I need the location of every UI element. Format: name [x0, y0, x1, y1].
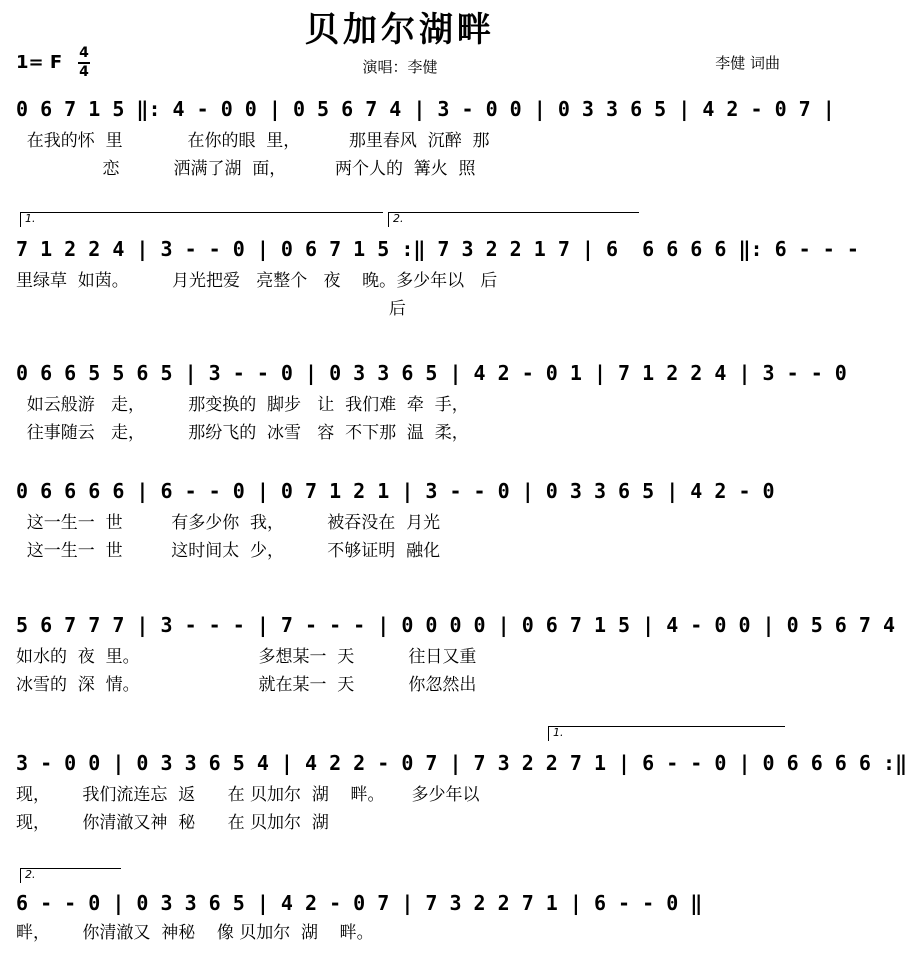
song-title: 贝加尔湖畔 — [305, 10, 495, 50]
volta-label-1: 1. — [553, 726, 564, 739]
composer-credit: 李健 词曲 — [715, 54, 780, 72]
lyrics-verse-1: 现， 我们流连忘 返 在 贝加尔 湖 畔。 多少年以 — [16, 785, 480, 805]
time-signature-bottom: 4 — [79, 64, 89, 80]
lyrics-verse-2: 往事随云 走， 那纷飞的 冰雪 容 不下那 温 柔， — [16, 423, 469, 443]
lyrics-verse-2: 这一生一 世 这时间太 少， 不够证明 融化 — [16, 541, 441, 561]
notation-line: 0 6 6 5 5 6 5 | 3 - - 0 | 0 3 3 6 5 | 4 2 - 0 1 | 7 1 2 2 4 | 3 - - 0 — [16, 361, 847, 385]
notation-line: 0 6 7 1 5 ‖: 4 - 0 0 | 0 5 6 7 4 | 3 - 0 0 | 0 3 3 6 5 | 4 2 - 0 7 | — [16, 97, 835, 121]
volta-bracket-2 — [20, 868, 121, 883]
lyrics-verse-2: 冰雪的 深 情。 就在某一 天 你忽然出 — [16, 675, 477, 695]
lyrics-verse-2: 现， 你清澈又神 秘 在 贝加尔 湖 — [16, 813, 329, 833]
notation-line: 5 6 7 7 7 | 3 - - - | 7 - - - | 0 0 0 0 | 0 6 7 1 5 | 4 - 0 0 | 0 5 6 7 4 — [16, 613, 895, 637]
lyrics-verse-1: 在我的怀 里 在你的眼 里， 那里春风 沉醉 那 — [16, 131, 490, 151]
lyrics-verse-2: 后 — [16, 299, 406, 319]
notation-line: 7 1 2 2 4 | 3 - - 0 | 0 6 7 1 5 :‖ 7 3 2 2 1 7 | 6 6 6 6 6 ‖: 6 - - - — [16, 237, 859, 261]
lyrics-verse-1: 畔， 你清澈又 神秘 像 贝加尔 湖 畔。 — [16, 923, 374, 943]
volta-label-1: 1. — [25, 212, 36, 225]
lyrics-verse-1: 这一生一 世 有多少你 我， 被吞没在 月光 — [16, 513, 441, 533]
notation-line: 3 - 0 0 | 0 3 3 6 5 4 | 4 2 2 - 0 7 | 7 3 2 2 7 1 | 6 - - 0 | 0 6 6 6 6 :‖ — [16, 751, 907, 775]
volta-bracket-2 — [388, 212, 639, 227]
volta-label-2: 2. — [393, 212, 404, 225]
singer-credit: 演唱：李健 — [362, 58, 438, 76]
key-signature: 1= F — [16, 52, 63, 73]
lyrics-verse-2: 恋 洒满了湖 面， 两个人的 篝火 照 — [16, 159, 476, 179]
time-signature-top: 4 — [79, 45, 89, 61]
volta-bracket-1 — [548, 726, 785, 741]
notation-line: 6 - - 0 | 0 3 3 6 5 | 4 2 - 0 7 | 7 3 2 2 7 1 | 6 - - 0 ‖ — [16, 891, 703, 915]
notation-line: 0 6 6 6 6 | 6 - - 0 | 0 7 1 2 1 | 3 - - 0 | 0 3 3 6 5 | 4 2 - 0 — [16, 479, 775, 503]
lyrics-verse-1: 如水的 夜 里。 多想某一 天 往日又重 — [16, 647, 477, 667]
lyrics-verse-1: 里绿草 如茵。 月光把爱 亮整个 夜 晚。多少年以 后 — [16, 271, 498, 291]
lyrics-verse-1: 如云般游 走， 那变换的 脚步 让 我们难 牵 手， — [16, 395, 469, 415]
volta-bracket-1 — [20, 212, 383, 227]
volta-label-2: 2. — [25, 868, 36, 881]
